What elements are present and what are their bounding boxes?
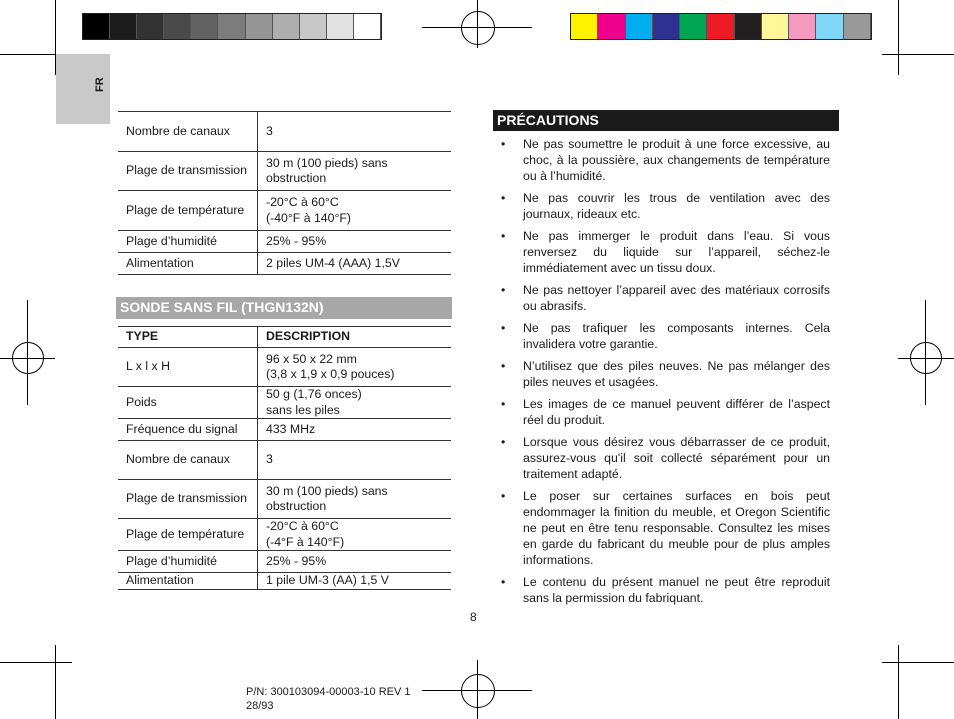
spec-label: Plage de température <box>118 519 258 551</box>
precaution-item: • Les images de ce manuel peuvent différer de l’aspect réel du produit. <box>501 397 830 427</box>
spec-label: Plage de température <box>118 191 258 231</box>
footer-sheet-number: 28/93 <box>246 700 274 712</box>
table-row <box>118 348 451 387</box>
table-header-row <box>118 327 451 348</box>
spec-value: 50 g (1,76 onces) sans les piles <box>258 387 452 419</box>
spec-table-main <box>118 111 451 275</box>
spec-label: Alimentation <box>118 573 258 590</box>
color-swatch <box>626 14 653 39</box>
precaution-item: • Ne pas trafiquer les composants internes. Cela invalidera votre garantie. <box>501 321 830 351</box>
color-swatch <box>789 14 816 39</box>
footer-part-number: P/N: 300103094-00003-10 REV 1 <box>246 686 411 698</box>
spec-value: 2 piles UM-4 (AAA) 1,5V <box>258 253 452 275</box>
spec-label: L x l x H <box>118 348 258 387</box>
precaution-item: • Ne pas nettoyer l’appareil avec des matériaux corrosifs ou abrasifs. <box>501 283 830 313</box>
color-swatch <box>816 14 843 39</box>
spec-value: -20°C à 60°C (-4°F à 140°F) <box>258 519 452 551</box>
color-bar <box>570 13 872 40</box>
color-swatch <box>707 14 734 39</box>
table-row <box>118 441 451 480</box>
spec-label: Plage de transmission <box>118 480 258 519</box>
color-swatch <box>137 14 164 39</box>
spec-label: Nombre de canaux <box>118 112 258 152</box>
color-swatch <box>191 14 218 39</box>
precaution-item: • Ne pas couvrir les trous de ventilation avec des journaux, rideaux etc. <box>501 191 830 221</box>
color-swatch <box>83 14 110 39</box>
color-swatch <box>110 14 137 39</box>
bullet-icon: • <box>501 321 506 335</box>
color-swatch <box>598 14 625 39</box>
spec-label: Fréquence du signal <box>118 419 258 441</box>
color-swatch <box>653 14 680 39</box>
spec-value: 1 pile UM-3 (AA) 1,5 V <box>258 573 452 590</box>
color-swatch <box>164 14 191 39</box>
table-row <box>118 573 451 590</box>
table-row <box>118 387 451 419</box>
bullet-icon: • <box>501 435 506 449</box>
color-swatch <box>246 14 273 39</box>
bullet-icon: • <box>501 283 506 297</box>
page-number: 8 <box>470 610 477 624</box>
spec-label: Plage d’humidité <box>118 231 258 253</box>
language-label: FR <box>94 77 106 92</box>
bullet-icon: • <box>501 575 506 589</box>
color-swatch <box>762 14 789 39</box>
language-tab <box>56 54 110 124</box>
bullet-icon: • <box>501 489 506 503</box>
precaution-item: • Lorsque vous désirez vous débarrasser de ce produit, assurez-vous qu'il soit collecté séparément pour un traitement adapté. <box>501 435 830 481</box>
color-swatch <box>218 14 245 39</box>
spec-label: Plage de transmission <box>118 152 258 191</box>
color-swatch <box>354 14 381 39</box>
bullet-icon: • <box>501 397 506 411</box>
spec-value: 30 m (100 pieds) sans obstruction <box>258 480 452 519</box>
registration-mark-bottom <box>461 674 495 708</box>
spec-value: -20°C à 60°C (-40°F à 140°F) <box>258 191 452 231</box>
registration-mark-top <box>461 11 495 45</box>
precaution-item: • Ne pas immerger le produit dans l’eau. Si vous renversez du liquide sur l’appareil, séchez-le immédiatement avec un tissu doux. <box>501 229 830 275</box>
section-title-precautions: PRÉCAUTIONS <box>493 110 839 131</box>
color-swatch <box>735 14 762 39</box>
spec-table-sonde <box>118 326 451 590</box>
table-row <box>118 253 451 275</box>
spec-value: 96 x 50 x 22 mm (3,8 x 1,9 x 0,9 pouces) <box>258 348 452 387</box>
precaution-item: • Ne pas soumettre le produit à une force excessive, au choc, à la poussière, aux changements de température ou à l’humidité. <box>501 137 830 183</box>
spec-value: DESCRIPTION <box>258 327 452 348</box>
spec-value: 30 m (100 pieds) sans obstruction <box>258 152 452 191</box>
spec-value: 3 <box>258 112 452 152</box>
precautions-list <box>497 136 830 612</box>
spec-value: 25% - 95% <box>258 551 452 573</box>
precaution-item: • N’utilisez que des piles neuves. Ne pas mélanger des piles neuves et usagées. <box>501 359 830 389</box>
color-swatch <box>300 14 327 39</box>
table-row <box>118 551 451 573</box>
table-row <box>118 231 451 253</box>
precaution-item: • Le poser sur certaines surfaces en bois peut endommager la finition du meuble, et Oregon Scientific ne peut en être tenu responsable. Consultez les mises en garde du fabricant du meuble pour de plus amples informations. <box>501 489 830 567</box>
color-swatch <box>327 14 354 39</box>
table-row <box>118 152 451 191</box>
spec-label: Plage d’humidité <box>118 551 258 573</box>
table-row <box>118 480 451 519</box>
bullet-icon: • <box>501 359 506 373</box>
color-swatch <box>273 14 300 39</box>
color-swatch <box>680 14 707 39</box>
spec-label: Alimentation <box>118 253 258 275</box>
table-row <box>118 112 451 152</box>
spec-value: 25% - 95% <box>258 231 452 253</box>
bullet-icon: • <box>501 191 506 205</box>
section-title-sonde: SONDE SANS FIL (THGN132N) <box>116 297 452 319</box>
spec-value: 433 MHz <box>258 419 452 441</box>
spec-value: 3 <box>258 441 452 480</box>
bullet-icon: • <box>501 137 506 151</box>
precaution-item: • Le contenu du présent manuel ne peut être reproduit sans la permission du fabriquant. <box>501 575 830 605</box>
spec-label: Nombre de canaux <box>118 441 258 480</box>
color-swatch <box>844 14 871 39</box>
spec-label: Poids <box>118 387 258 419</box>
bullet-icon: • <box>501 229 506 243</box>
table-row <box>118 419 451 441</box>
table-row <box>118 519 451 551</box>
table-row <box>118 191 451 231</box>
spec-label: TYPE <box>118 327 258 348</box>
color-swatch <box>571 14 598 39</box>
grayscale-bar <box>82 13 382 40</box>
